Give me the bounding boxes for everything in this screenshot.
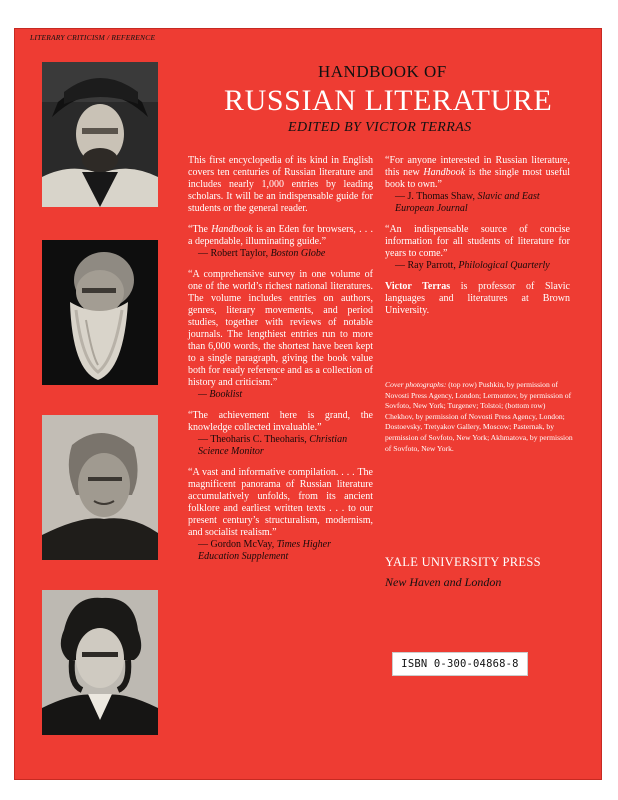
review-quote-taylor — [188, 224, 373, 260]
portrait-photo-akhmatova — [42, 415, 158, 560]
quote-text: “A comprehensive survey in one volume of one of the world’s richest national literatures. The volume includes entries on authors, genres, literary movements, and period studies, together with reviews of notable journals. The lengthiest entries run to more than 6,000 words, the shortest have been kept to a single paragraph, giving the book value both for ready reference and as a collection of history and criticism.” — [188, 269, 373, 388]
quote-attribution — [188, 434, 373, 458]
editor-bio — [385, 281, 570, 317]
review-quote-booklist — [188, 269, 373, 401]
editor-name: Victor Terras — [385, 281, 451, 292]
attribution-author: — Theoharis C. Theoharis, — [198, 434, 310, 445]
quote-attribution — [188, 248, 373, 260]
quote-attribution — [385, 260, 570, 272]
quote-attribution — [188, 539, 373, 563]
category-label: LITERARY CRITICISM / REFERENCE — [30, 33, 156, 42]
attribution-publication: Boston Globe — [270, 248, 326, 259]
portrait-photo-chekhov — [42, 62, 158, 207]
review-quote-parrott — [385, 224, 570, 272]
quote-attribution — [385, 191, 570, 215]
credits-text: (top row) Pushkin, by permission of Novosti Press Agency, London; Lermontov, by permission of Sovfoto, New York; Turgenev; Tolstoi; (bottom row) Chekhov, by permission of Novosti Press Agency, London; Dostoevsky, Tretyakov Gallery, Moscow; Pasternak, by permission of Sovfoto, New York; Akhmatova, by permission of Sovfoto, New York. — [385, 380, 573, 453]
attribution-publication: Philological Quarterly — [458, 260, 550, 271]
quote-text: is an Eden for browsers, . . . a dependable, illuminating guide.” — [188, 224, 373, 247]
attribution-author: — Ray Parrott, — [395, 260, 459, 271]
portrait-photo-tolstoy — [42, 240, 158, 385]
quote-text: “A vast and informative compilation. . . . The magnificent panorama of Russian literature accumulatively unfolds, from its ancient folklore and earliest written texts . . . to our present century’s structuralism, modernism, and socialist realism.” — [188, 467, 373, 538]
editor-line: EDITED BY VICTOR TERRAS — [288, 120, 472, 135]
quote-text: “For anyone interested in Russian literature, this new — [385, 155, 570, 178]
title-handbook-of: HANDBOOK OF — [318, 62, 447, 81]
quote-italic: Handbook — [211, 224, 253, 235]
attribution-publication: Christian Science Monitor — [198, 434, 348, 457]
bio-text: is professor of Slavic languages and literatures at Brown University. — [385, 281, 570, 316]
book-title: RUSSIAN LITERATURE — [224, 84, 553, 117]
review-quote-shaw — [385, 155, 570, 215]
attribution-publication: Times Higher Education Supplement — [198, 539, 331, 562]
right-text-column — [385, 155, 570, 326]
cover-photo-credits — [385, 380, 575, 454]
quote-text: “The achievement here is grand, the knowledge collected invaluable.” — [188, 410, 373, 433]
credits-label: Cover photographs: — [385, 380, 447, 389]
attribution-author: — Robert Taylor, — [198, 248, 271, 259]
publisher-location: New Haven and London — [385, 575, 502, 589]
portrait-photo-pushkin — [42, 590, 158, 735]
left-text-column — [188, 155, 373, 572]
publisher-name: YALE UNIVERSITY PRESS — [385, 555, 541, 569]
quote-text: “The — [188, 224, 212, 235]
quote-text: “An indispensable source of concise information for all students of literature for years to come.” — [385, 224, 570, 259]
attribution-author: — J. Thomas Shaw, — [395, 191, 478, 202]
quote-text: is the single most useful book to own.” — [385, 167, 571, 190]
attribution-author: — Gordon McVay, — [198, 539, 277, 550]
attribution-publication: — Booklist — [198, 389, 243, 400]
intro-paragraph: This first encyclopedia of its kind in English covers ten centuries of Russian literature and includes nearly 1,000 entries by leading scholars. It will be an indispensable guide for students or the general reader. — [188, 155, 373, 214]
review-quote-mcvay — [188, 467, 373, 563]
attribution-publication: Slavic and East European Journal — [395, 191, 540, 214]
review-quote-theoharis — [188, 410, 373, 458]
isbn-label: ISBN 0-300-04868-8 — [392, 652, 528, 676]
quote-italic: Handbook — [423, 167, 466, 178]
